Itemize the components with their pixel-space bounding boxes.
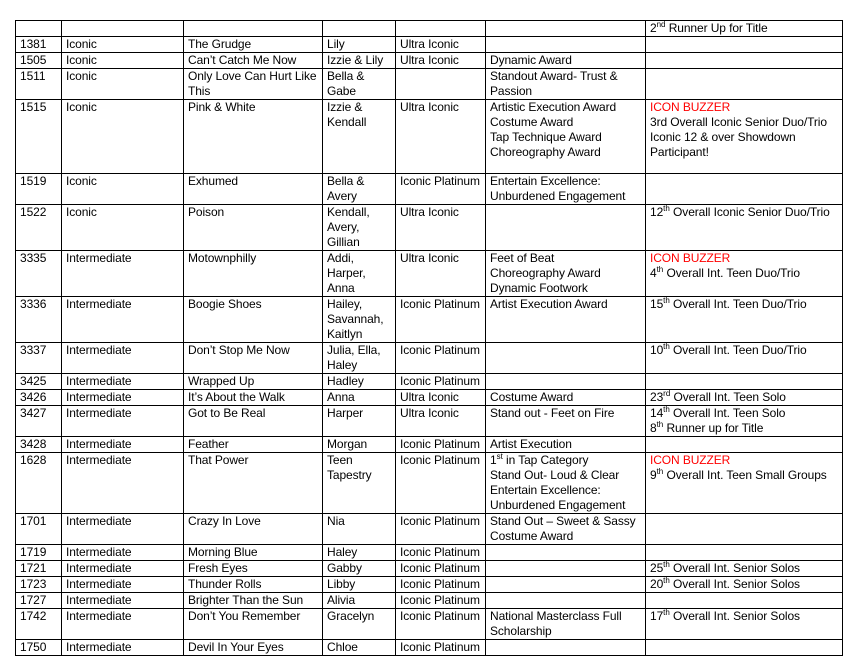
- cell-dancers: Bella & Gabe: [323, 69, 396, 100]
- table-row: [16, 545, 843, 561]
- cell-dancers: Anna: [323, 390, 396, 406]
- cell-dancers: Chloe: [323, 640, 396, 656]
- cell-routine-title: Can’t Catch Me Now: [184, 53, 323, 69]
- cell-placements: ICON BUZZER 3rd Overall Iconic Senior Duo/Trio Iconic 12 & over Showdown Participant!: [646, 100, 843, 174]
- cell-entry-number: [16, 21, 62, 37]
- cell-placements: [646, 53, 843, 69]
- cell-entry-number: 3337: [16, 343, 62, 374]
- cell-placements: [646, 69, 843, 100]
- cell-routine-title: Thunder Rolls: [184, 577, 323, 593]
- cell-division: Ultra Iconic: [396, 251, 486, 297]
- cell-placements: ICON BUZZER 9th Overall Int. Teen Small Groups: [646, 453, 843, 514]
- cell-placements: ICON BUZZER 4th Overall Int. Teen Duo/Trio: [646, 251, 843, 297]
- cell-entry-number: 3427: [16, 406, 62, 437]
- cell-awards: 1st in Tap Category Stand Out- Loud & Clear Entertain Excellence: Unburdened Engagement: [486, 453, 646, 514]
- table-row: [16, 251, 843, 297]
- cell-routine-title: Brighter Than the Sun: [184, 593, 323, 609]
- cell-awards: [486, 374, 646, 390]
- icon-buzzer-label: ICON BUZZER: [650, 453, 731, 467]
- cell-division: Iconic Platinum: [396, 577, 486, 593]
- cell-entry-number: 1381: [16, 37, 62, 53]
- table-row: [16, 53, 843, 69]
- cell-entry-number: 1742: [16, 609, 62, 640]
- cell-dancers: Hailey, Savannah, Kaitlyn: [323, 297, 396, 343]
- cell-level: Intermediate: [62, 514, 184, 545]
- cell-dancers: Kendall, Avery, Gillian: [323, 205, 396, 251]
- table-row: [16, 593, 843, 609]
- cell-routine-title: Motownphilly: [184, 251, 323, 297]
- cell-division: Ultra Iconic: [396, 205, 486, 251]
- cell-placements: 25th Overall Int. Senior Solos: [646, 561, 843, 577]
- cell-routine-title: Feather: [184, 437, 323, 453]
- cell-dancers: Julia, Ella, Haley: [323, 343, 396, 374]
- cell-dancers: Izzie & Kendall: [323, 100, 396, 174]
- cell-entry-number: 3428: [16, 437, 62, 453]
- cell-awards: Artistic Execution Award Costume Award Tap Technique Award Choreography Award: [486, 100, 646, 174]
- cell-placements: 12th Overall Iconic Senior Duo/Trio: [646, 205, 843, 251]
- cell-entry-number: 3335: [16, 251, 62, 297]
- cell-level: [62, 21, 184, 37]
- cell-placements: 20th Overall Int. Senior Solos: [646, 577, 843, 593]
- cell-level: Intermediate: [62, 593, 184, 609]
- cell-entry-number: 1719: [16, 545, 62, 561]
- cell-level: Iconic: [62, 174, 184, 205]
- table-row: [16, 406, 843, 437]
- cell-entry-number: 3425: [16, 374, 62, 390]
- cell-division: Ultra Iconic: [396, 37, 486, 53]
- cell-division: Iconic Platinum: [396, 640, 486, 656]
- cell-division: Ultra Iconic: [396, 390, 486, 406]
- cell-awards: Artist Execution: [486, 437, 646, 453]
- cell-awards: Entertain Excellence: Unburdened Engagement: [486, 174, 646, 205]
- cell-dancers: Addi, Harper, Anna: [323, 251, 396, 297]
- cell-division: [396, 21, 486, 37]
- cell-routine-title: The Grudge: [184, 37, 323, 53]
- table-row: [16, 100, 843, 174]
- cell-dancers: Alivia: [323, 593, 396, 609]
- cell-division: Iconic Platinum: [396, 297, 486, 343]
- cell-entry-number: 1721: [16, 561, 62, 577]
- cell-placements: [646, 545, 843, 561]
- cell-entry-number: 1701: [16, 514, 62, 545]
- cell-routine-title: Got to Be Real: [184, 406, 323, 437]
- cell-awards: National Masterclass Full Scholarship: [486, 609, 646, 640]
- cell-division: Iconic Platinum: [396, 174, 486, 205]
- cell-routine-title: Don’t Stop Me Now: [184, 343, 323, 374]
- cell-routine-title: Exhumed: [184, 174, 323, 205]
- cell-division: Iconic Platinum: [396, 561, 486, 577]
- cell-awards: [486, 343, 646, 374]
- cell-routine-title: Fresh Eyes: [184, 561, 323, 577]
- cell-division: Ultra Iconic: [396, 100, 486, 174]
- cell-level: Intermediate: [62, 545, 184, 561]
- cell-entry-number: 1628: [16, 453, 62, 514]
- cell-placements: 23rd Overall Int. Teen Solo: [646, 390, 843, 406]
- cell-dancers: Gabby: [323, 561, 396, 577]
- cell-division: Iconic Platinum: [396, 453, 486, 514]
- cell-dancers: Izzie & Lily: [323, 53, 396, 69]
- cell-level: Iconic: [62, 53, 184, 69]
- cell-placements: 17th Overall Int. Senior Solos: [646, 609, 843, 640]
- cell-entry-number: 1727: [16, 593, 62, 609]
- table-row: [16, 453, 843, 514]
- cell-dancers: Morgan: [323, 437, 396, 453]
- cell-awards: [486, 37, 646, 53]
- table-row: [16, 174, 843, 205]
- table-row: [16, 514, 843, 545]
- table-row: [16, 37, 843, 53]
- cell-placements: [646, 437, 843, 453]
- table-row: [16, 577, 843, 593]
- cell-awards: [486, 205, 646, 251]
- cell-placements: [646, 640, 843, 656]
- cell-entry-number: 1515: [16, 100, 62, 174]
- table-row: [16, 609, 843, 640]
- cell-level: Intermediate: [62, 343, 184, 374]
- cell-dancers: Harper: [323, 406, 396, 437]
- cell-placements: 2nd Runner Up for Title: [646, 21, 843, 37]
- cell-dancers: Nia: [323, 514, 396, 545]
- cell-level: Intermediate: [62, 561, 184, 577]
- table-row: [16, 640, 843, 656]
- cell-level: Intermediate: [62, 406, 184, 437]
- cell-level: Intermediate: [62, 453, 184, 514]
- cell-awards: [486, 640, 646, 656]
- table-row: [16, 21, 843, 37]
- cell-placements: [646, 374, 843, 390]
- cell-placements: 14th Overall Int. Teen Solo 8th Runner up for Title: [646, 406, 843, 437]
- cell-awards: Stand Out – Sweet & Sassy Costume Award: [486, 514, 646, 545]
- table-row: [16, 297, 843, 343]
- table-row: [16, 69, 843, 100]
- table-row: [16, 343, 843, 374]
- cell-division: Ultra Iconic: [396, 406, 486, 437]
- cell-dancers: Gracelyn: [323, 609, 396, 640]
- cell-entry-number: 1519: [16, 174, 62, 205]
- cell-routine-title: Only Love Can Hurt Like This: [184, 69, 323, 100]
- cell-awards: Standout Award- Trust & Passion: [486, 69, 646, 100]
- icon-buzzer-label: ICON BUZZER: [650, 100, 731, 114]
- cell-level: Intermediate: [62, 437, 184, 453]
- cell-awards: [486, 21, 646, 37]
- cell-dancers: Teen Tapestry: [323, 453, 396, 514]
- cell-awards: Feet of Beat Choreography Award Dynamic Footwork: [486, 251, 646, 297]
- cell-entry-number: 1511: [16, 69, 62, 100]
- cell-division: Ultra Iconic: [396, 53, 486, 69]
- cell-level: Intermediate: [62, 251, 184, 297]
- cell-dancers: Lily: [323, 37, 396, 53]
- cell-routine-title: It’s About the Walk: [184, 390, 323, 406]
- cell-awards: [486, 545, 646, 561]
- cell-level: Intermediate: [62, 577, 184, 593]
- cell-dancers: Haley: [323, 545, 396, 561]
- cell-routine-title: Don’t You Remember: [184, 609, 323, 640]
- cell-placements: 10th Overall Int. Teen Duo/Trio: [646, 343, 843, 374]
- cell-awards: Artist Execution Award: [486, 297, 646, 343]
- cell-placements: [646, 593, 843, 609]
- cell-placements: [646, 174, 843, 205]
- table-row: [16, 390, 843, 406]
- cell-awards: Stand out - Feet on Fire: [486, 406, 646, 437]
- cell-placements: [646, 37, 843, 53]
- cell-dancers: [323, 21, 396, 37]
- cell-routine-title: Morning Blue: [184, 545, 323, 561]
- table-row: [16, 374, 843, 390]
- icon-buzzer-label: ICON BUZZER: [650, 251, 731, 265]
- cell-division: Iconic Platinum: [396, 545, 486, 561]
- cell-entry-number: 1505: [16, 53, 62, 69]
- cell-entry-number: 1522: [16, 205, 62, 251]
- cell-level: Iconic: [62, 100, 184, 174]
- cell-routine-title: Devil In Your Eyes: [184, 640, 323, 656]
- cell-dancers: Libby: [323, 577, 396, 593]
- cell-division: Iconic Platinum: [396, 437, 486, 453]
- cell-awards: [486, 561, 646, 577]
- table-row: [16, 561, 843, 577]
- cell-entry-number: 3336: [16, 297, 62, 343]
- cell-routine-title: That Power: [184, 453, 323, 514]
- table-row: [16, 205, 843, 251]
- cell-division: Iconic Platinum: [396, 514, 486, 545]
- table-row: [16, 437, 843, 453]
- cell-routine-title: Pink & White: [184, 100, 323, 174]
- cell-level: Iconic: [62, 37, 184, 53]
- cell-dancers: Bella & Avery: [323, 174, 396, 205]
- cell-routine-title: Boogie Shoes: [184, 297, 323, 343]
- cell-routine-title: [184, 21, 323, 37]
- cell-division: Iconic Platinum: [396, 609, 486, 640]
- cell-level: Intermediate: [62, 390, 184, 406]
- cell-division: Iconic Platinum: [396, 374, 486, 390]
- cell-division: [396, 69, 486, 100]
- cell-awards: [486, 577, 646, 593]
- cell-awards: [486, 593, 646, 609]
- cell-awards: Costume Award: [486, 390, 646, 406]
- cell-routine-title: Crazy In Love: [184, 514, 323, 545]
- cell-placements: 15th Overall Int. Teen Duo/Trio: [646, 297, 843, 343]
- cell-level: Iconic: [62, 69, 184, 100]
- cell-level: Intermediate: [62, 640, 184, 656]
- cell-routine-title: Poison: [184, 205, 323, 251]
- results-table: [15, 20, 843, 656]
- cell-division: Iconic Platinum: [396, 343, 486, 374]
- cell-placements: [646, 514, 843, 545]
- cell-awards: Dynamic Award: [486, 53, 646, 69]
- cell-division: Iconic Platinum: [396, 593, 486, 609]
- cell-level: Intermediate: [62, 609, 184, 640]
- cell-entry-number: 1723: [16, 577, 62, 593]
- cell-level: Iconic: [62, 205, 184, 251]
- cell-entry-number: 1750: [16, 640, 62, 656]
- cell-level: Intermediate: [62, 374, 184, 390]
- cell-routine-title: Wrapped Up: [184, 374, 323, 390]
- cell-level: Intermediate: [62, 297, 184, 343]
- cell-entry-number: 3426: [16, 390, 62, 406]
- cell-dancers: Hadley: [323, 374, 396, 390]
